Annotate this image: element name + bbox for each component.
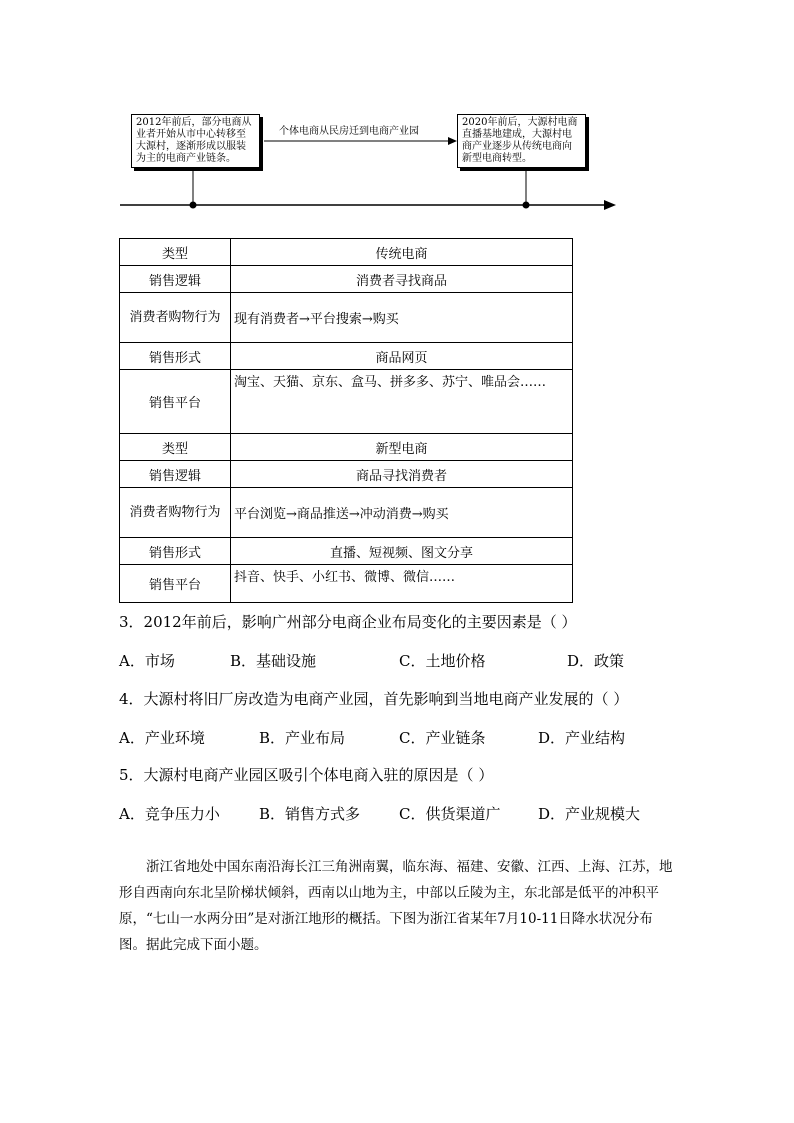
table-cell-value: 传统电商: [231, 239, 573, 266]
table-cell-label: 销售逻辑: [120, 461, 231, 488]
question-5-stem: 5．大源村电商产业园区吸引个体电商入驻的原因是（ ）: [119, 766, 494, 784]
timeline-box-2020-text: 2020年前后，大源村电商直播基地建成，大源村电商产业逐步从传统电商向新型电商转型。: [462, 117, 578, 164]
table-cell-value: 消费者寻找商品: [231, 266, 573, 293]
timeline-box-2012-text: 2012年前后，部分电商从业者开始从市中心转移至大源村，逐渐形成以服装为主的电商产业链条。: [136, 117, 252, 164]
timeline-box-2020: [457, 114, 586, 168]
table-row: [120, 293, 573, 343]
table-row: [120, 538, 573, 565]
table-cell-value: 现有消费者→平台搜索→购买: [231, 293, 573, 343]
table-cell-value: 新型电商: [231, 434, 573, 461]
table-row: [120, 266, 573, 293]
table-cell-label: 销售平台: [120, 565, 231, 603]
timeline-diagram: [0, 0, 794, 230]
question-3-option-a[interactable]: A．市场: [119, 652, 175, 670]
table-row: [120, 370, 573, 434]
table-cell-label: 消费者购物行为: [120, 488, 231, 538]
question-3-option-b[interactable]: B．基础设施: [230, 652, 317, 670]
question-4-option-b[interactable]: B．产业布局: [259, 729, 346, 747]
timeline-transition-arrowhead: [448, 137, 457, 145]
table-cell-value: 商品网页: [231, 343, 573, 370]
table-cell-value: 平台浏览→商品推送→冲动消费→购买: [231, 488, 573, 538]
table-cell-label: 类型: [120, 239, 231, 266]
table-row: [120, 434, 573, 461]
timeline-axis-arrowhead: [604, 200, 616, 210]
question-5-option-d[interactable]: D．产业规模大: [538, 805, 641, 823]
table-row: [120, 488, 573, 538]
table-cell-value: 淘宝、天猫、京东、盒马、拼多多、苏宁、唯品会……: [231, 370, 573, 434]
zhejiang-passage: 浙江省地处中国东南沿海长江三角洲南翼，临东海、福建、安徽、江西、上海、江苏，地形自西南向东北呈阶梯状倾斜，西南以山地为主，中部以丘陵为主，东北部是低平的冲积平原，“七山一水两分田”是对浙江地形的概括。下图为浙江省某年7月10-11日降水状况分布图。据此完成下面小题。: [119, 859, 673, 953]
timeline-box-2012: [131, 114, 260, 168]
table-row: [120, 343, 573, 370]
table-cell-label: 销售形式: [120, 343, 231, 370]
ecommerce-comparison-table: [119, 238, 573, 603]
question-3-stem: 3．2012年前后，影响广州部分电商企业布局变化的主要因素是（ ）: [119, 613, 577, 631]
table-cell-label: 类型: [120, 434, 231, 461]
question-4-option-a[interactable]: A．产业环境: [119, 729, 205, 747]
table-cell-label: 销售逻辑: [120, 266, 231, 293]
table-row: [120, 239, 573, 266]
table-row: [120, 565, 573, 603]
table-cell-label: 消费者购物行为: [120, 293, 231, 343]
table-cell-label: 销售平台: [120, 370, 231, 434]
table-cell-value: 商品寻找消费者: [231, 461, 573, 488]
question-4-stem: 4．大源村将旧厂房改造为电商产业园，首先影响到当地电商产业发展的（ ）: [119, 690, 629, 708]
table-cell-value: 直播、短视频、图文分享: [231, 538, 573, 565]
table-cell-value: 抖音、快手、小红书、微博、微信……: [231, 565, 573, 603]
table-row: [120, 461, 573, 488]
question-4-option-d[interactable]: D．产业结构: [538, 729, 626, 747]
question-4-option-c[interactable]: C．产业链条: [399, 729, 486, 747]
timeline-arrow-label: 个体电商从民房迁到电商产业园: [279, 126, 419, 137]
question-3-option-c[interactable]: C．土地价格: [399, 652, 486, 670]
timeline-point-2012: [190, 202, 197, 209]
timeline-point-2020: [523, 202, 530, 209]
table-cell-label: 销售形式: [120, 538, 231, 565]
question-5-option-c[interactable]: C．供货渠道广: [399, 805, 501, 823]
question-5-option-a[interactable]: A．竞争压力小: [119, 805, 220, 823]
question-3-option-d[interactable]: D．政策: [567, 652, 625, 670]
question-5-option-b[interactable]: B．销售方式多: [259, 805, 361, 823]
